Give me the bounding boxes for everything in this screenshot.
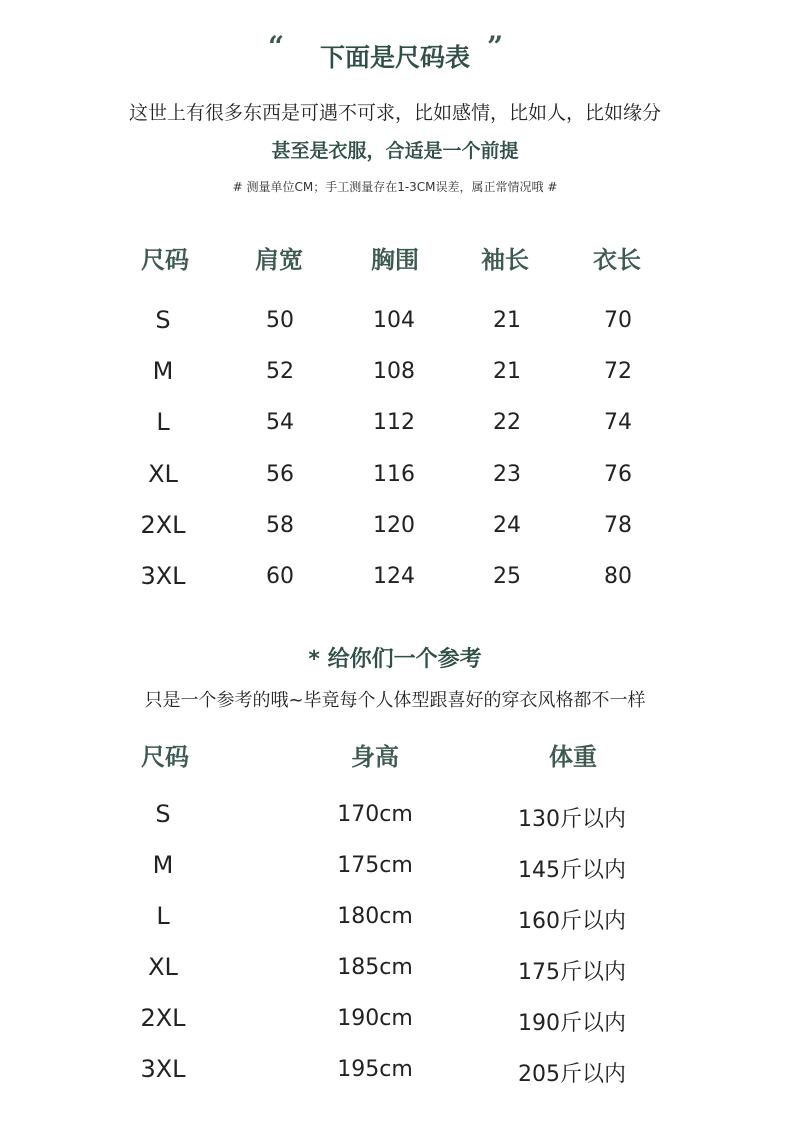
- size-table-cell: 21: [493, 308, 521, 333]
- size-table-cell: 72: [604, 359, 632, 384]
- size-table-cell: 104: [373, 308, 415, 333]
- reference-table-cell: 3XL: [140, 1055, 186, 1083]
- size-table-cell: 78: [604, 513, 632, 538]
- size-header-shoulder: 肩宽: [255, 246, 303, 274]
- size-table-cell: L: [156, 408, 170, 436]
- quote-open-mark: “: [268, 30, 285, 63]
- size-table-cell: 21: [493, 359, 521, 384]
- reference-header-size: 尺码: [141, 743, 189, 771]
- measurement-note: # 测量单位CM；手工测量存在1-3CM误差，属正常情况哦 #: [232, 180, 558, 194]
- reference-table-cell: 145斤以内: [518, 858, 626, 883]
- page-title: 下面是尺码表: [319, 43, 470, 72]
- size-table-cell: 76: [604, 462, 632, 487]
- size-table-cell: 120: [373, 513, 415, 538]
- reference-table-cell: L: [156, 902, 170, 930]
- reference-table-cell: 195cm: [337, 1057, 413, 1082]
- reference-table-cell: 175cm: [337, 853, 413, 878]
- size-table-cell: 25: [493, 564, 521, 589]
- size-table-cell: 74: [604, 410, 632, 435]
- reference-table-cell: XL: [148, 953, 178, 981]
- size-table-cell: 60: [266, 564, 294, 589]
- size-table-cell: 52: [266, 359, 294, 384]
- size-table-cell: 3XL: [140, 562, 186, 590]
- size-table-cell: 56: [266, 462, 294, 487]
- reference-header-height: 身高: [351, 743, 399, 771]
- size-table-cell: 112: [373, 410, 415, 435]
- size-table-cell: XL: [148, 460, 178, 488]
- reference-table-cell: 170cm: [337, 802, 413, 827]
- size-table-cell: 124: [373, 564, 415, 589]
- size-table-cell: 2XL: [140, 511, 186, 539]
- size-table-cell: 70: [604, 308, 632, 333]
- reference-table-cell: 190cm: [337, 1006, 413, 1031]
- size-table-cell: 80: [604, 564, 632, 589]
- size-table-cell: 24: [493, 513, 521, 538]
- size-table-cell: 23: [493, 462, 521, 487]
- reference-table-cell: M: [152, 851, 174, 879]
- size-table-cell: 54: [266, 410, 294, 435]
- reference-table-cell: 190斤以内: [518, 1011, 626, 1036]
- reference-table-cell: 2XL: [140, 1004, 186, 1032]
- size-header-chest: 胸围: [371, 246, 419, 274]
- reference-table-cell: S: [155, 800, 171, 828]
- reference-table-cell: 180cm: [337, 904, 413, 929]
- size-header-sleeve: 袖长: [481, 246, 529, 274]
- size-table-cell: 58: [266, 513, 294, 538]
- reference-subtitle: 只是一个参考的哦~毕竟每个人体型跟喜好的穿衣风格都不一样: [144, 690, 646, 711]
- size-header-size: 尺码: [141, 246, 189, 274]
- reference-table-cell: 205斤以内: [518, 1062, 626, 1087]
- size-table-cell: M: [152, 357, 174, 385]
- reference-table-cell: 185cm: [337, 955, 413, 980]
- size-table-cell: 116: [373, 462, 415, 487]
- intro-text: 这世上有很多东西是可遇不可求，比如感情，比如人，比如缘分: [128, 102, 661, 124]
- reference-table-cell: 175斤以内: [518, 960, 626, 985]
- intro-highlight: 甚至是衣服，合适是一个前提: [271, 140, 519, 162]
- quote-close-mark: ”: [487, 30, 504, 63]
- reference-header-weight: 体重: [549, 743, 597, 771]
- reference-title: * 给你们一个参考: [308, 647, 482, 672]
- size-header-length: 衣长: [593, 246, 641, 274]
- size-table-cell: S: [155, 306, 171, 334]
- size-table-cell: 108: [373, 359, 415, 384]
- size-table-cell: 50: [266, 308, 294, 333]
- reference-table-cell: 160斤以内: [518, 909, 626, 934]
- size-table-cell: 22: [493, 410, 521, 435]
- reference-table-cell: 130斤以内: [518, 807, 626, 832]
